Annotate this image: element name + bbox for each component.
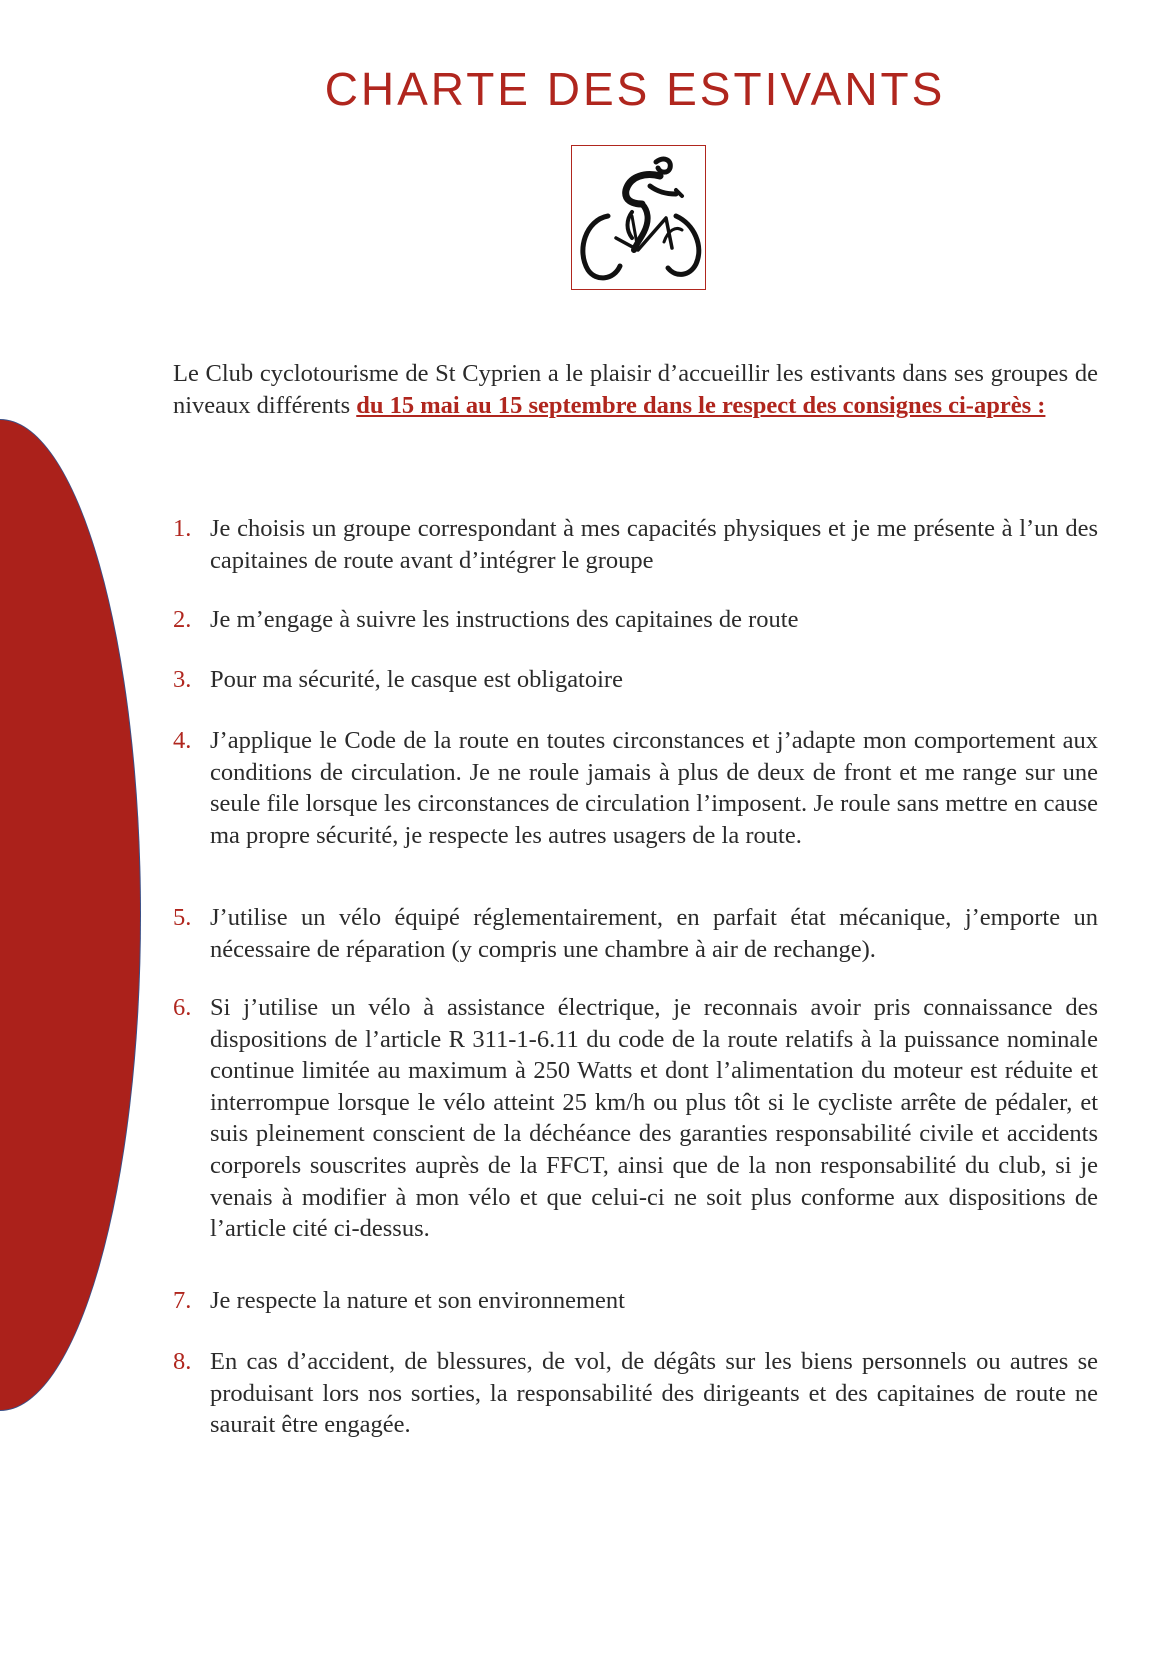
- rule-text: Si j’utilise un vélo à assistance électrique, je reconnais avoir pris connaissance des dispositions de l’article R 311-1-6.11 du code de la route relatifs à la puissance nominale continue limitée au maximum à 250 Watts et dont l’alimentation du moteur est réduite et interrompue lorsque le vélo atteint 25 km/h ou plus tôt si le cycliste arrête de pédaler, et suis pleinement conscient de la déchéance des garanties responsabilité civile et accidents corporels souscrites auprès de la FFCT, ainsi que de la non responsabilité du club, si je venais à modifier à mon vélo et que celui-ci ne soit plus conforme aux dispositions de l’article cité ci-dessus.: [210, 994, 1098, 1243]
- rule-text: J’utilise un vélo équipé réglementairement, en parfait état mécanique, j’emporte un nécessaire de réparation (y compris une chambre à air de rechange).: [210, 904, 1098, 963]
- rule-number: 4.: [173, 727, 192, 754]
- rule-item-6: [173, 992, 1098, 1245]
- rule-text: En cas d’accident, de blessures, de vol, de dégâts sur les biens personnels ou autres se produisant lors nos sorties, la responsabilité des dirigeants et des capitaines de route ne saurait être engagée.: [210, 1348, 1098, 1439]
- rule-text: Je choisis un groupe correspondant à mes capacités physiques et je me présente à l’un des capitaines de route avant d’intégrer le groupe: [210, 515, 1098, 574]
- rule-text: Pour ma sécurité, le casque est obligatoire: [210, 666, 623, 693]
- decorative-red-arc: [0, 420, 140, 1410]
- rule-text: Je m’engage à suivre les instructions des capitaines de route: [210, 606, 799, 633]
- rule-item-7: [173, 1285, 1098, 1317]
- rule-item-4: [173, 725, 1098, 851]
- rule-number: 2.: [173, 606, 192, 633]
- rule-item-8: [173, 1346, 1098, 1441]
- cyclist-icon: [572, 146, 705, 289]
- rule-item-2: [173, 604, 1098, 636]
- rule-text: J’applique le Code de la route en toutes circonstances et j’adapte mon comportement aux conditions de circulation. Je ne roule jamais à plus de deux de front et me range sur une seule file lorsque les circonstances de circulation l’imposent. Je roule sans mettre en cause ma propre sécurité, je respecte les autres usagers de la route.: [210, 727, 1098, 849]
- intro-text: Le Club cyclotourisme de St Cyprien a le plaisir d’accueillir les estivants dans ses groupes de niveaux différents: [173, 360, 1098, 419]
- rule-number: 7.: [173, 1287, 192, 1314]
- page-title: CHARTE DES ESTIVANTS: [324, 63, 946, 115]
- intro-paragraph: [173, 358, 1098, 422]
- rule-text: Je respecte la nature et son environnement: [210, 1287, 625, 1314]
- intro-highlight: du 15 mai au 15 septembre dans le respect des consignes ci-après :: [356, 392, 1046, 419]
- rule-number: 8.: [173, 1348, 192, 1375]
- club-logo: [571, 145, 706, 290]
- rule-number: 3.: [173, 666, 192, 693]
- rule-item-5: [173, 902, 1098, 965]
- rule-number: 6.: [173, 994, 192, 1021]
- rule-number: 1.: [173, 515, 192, 542]
- rule-item-3: [173, 664, 1098, 696]
- rule-item-1: [173, 513, 1098, 576]
- rule-number: 5.: [173, 904, 192, 931]
